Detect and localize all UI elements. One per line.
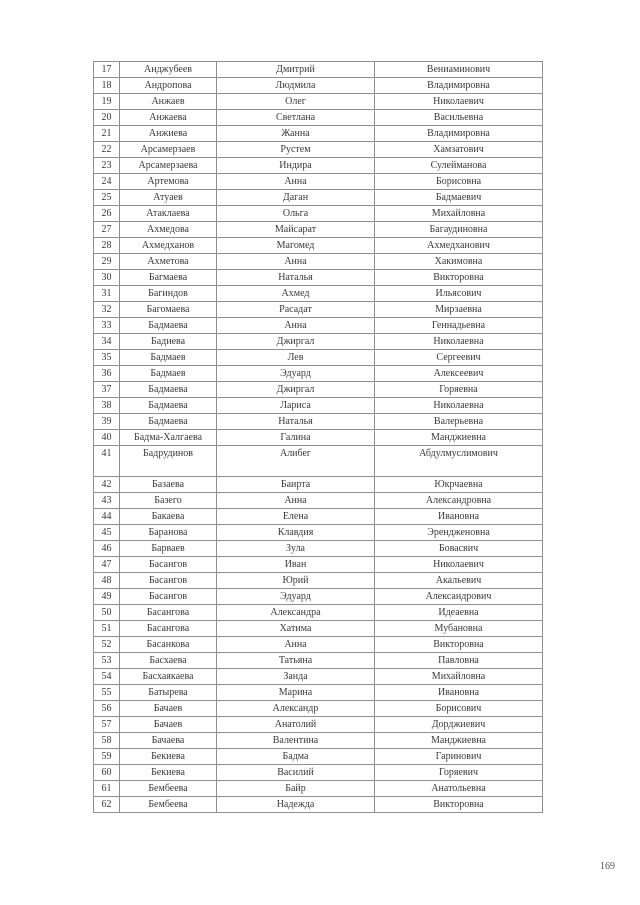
last-name-cell: Атаклаева [120,206,217,222]
row-number-cell: 57 [94,717,120,733]
row-number-cell: 44 [94,509,120,525]
patronymic-cell: Гаринович [375,749,543,765]
first-name-cell: Индира [217,158,375,174]
row-number-cell: 17 [94,62,120,78]
last-name-cell: Бачаев [120,701,217,717]
first-name-cell: Анна [217,318,375,334]
patronymic-cell: Хакимовна [375,254,543,270]
row-number-cell: 56 [94,701,120,717]
table-row [94,206,543,222]
last-name-cell: Барваев [120,541,217,557]
row-number-cell: 55 [94,685,120,701]
row-number-cell: 28 [94,238,120,254]
row-number-cell: 49 [94,589,120,605]
patronymic-cell: Михайловна [375,669,543,685]
first-name-cell: Александр [217,701,375,717]
table-row [94,110,543,126]
last-name-cell: Бадрудинов [120,446,217,477]
table-row [94,573,543,589]
last-name-cell: Арсамерзаева [120,158,217,174]
table-row [94,701,543,717]
row-number-cell: 26 [94,206,120,222]
patronymic-cell: Бадмаевич [375,190,543,206]
patronymic-cell: Николаевна [375,398,543,414]
row-number-cell: 47 [94,557,120,573]
patronymic-cell: Горяевич [375,765,543,781]
first-name-cell: Наталья [217,414,375,430]
table-row [94,717,543,733]
first-name-cell: Иван [217,557,375,573]
table-row [94,238,543,254]
row-number-cell: 62 [94,797,120,813]
last-name-cell: Басанкова [120,637,217,653]
first-name-cell: Василий [217,765,375,781]
table-row [94,589,543,605]
last-name-cell: Арсамерзаев [120,142,217,158]
table-row [94,605,543,621]
table-row [94,254,543,270]
patronymic-cell: Николаевич [375,557,543,573]
table-row [94,669,543,685]
patronymic-cell: Михайловна [375,206,543,222]
last-name-cell: Атуаев [120,190,217,206]
last-name-cell: Басхаякаева [120,669,217,685]
last-name-cell: Бадмаева [120,318,217,334]
patronymic-cell: Бовасвич [375,541,543,557]
first-name-cell: Бадма [217,749,375,765]
first-name-cell: Зула [217,541,375,557]
table-row [94,94,543,110]
last-name-cell: Бачаева [120,733,217,749]
table-row [94,493,543,509]
last-name-cell: Бачаев [120,717,217,733]
first-name-cell: Рустем [217,142,375,158]
patronymic-cell: Ильясович [375,286,543,302]
first-name-cell: Эдуард [217,366,375,382]
row-number-cell: 32 [94,302,120,318]
first-name-cell: Юрий [217,573,375,589]
table-row [94,398,543,414]
table-row [94,509,543,525]
first-name-cell: Магомед [217,238,375,254]
table-row [94,190,543,206]
first-name-cell: Олег [217,94,375,110]
patronymic-cell: Дорджиевич [375,717,543,733]
first-name-cell: Валентина [217,733,375,749]
first-name-cell: Эдуард [217,589,375,605]
table-row [94,621,543,637]
table-row [94,653,543,669]
row-number-cell: 34 [94,334,120,350]
last-name-cell: Басангов [120,589,217,605]
last-name-cell: Бадмаев [120,350,217,366]
patronymic-cell: Идеаевна [375,605,543,621]
patronymic-cell: Хамзатович [375,142,543,158]
patronymic-cell: Сергеевич [375,350,543,366]
first-name-cell: Анна [217,493,375,509]
patronymic-cell: Мирзаевна [375,302,543,318]
table-row [94,781,543,797]
row-number-cell: 60 [94,765,120,781]
first-name-cell: Хатима [217,621,375,637]
table-row [94,382,543,398]
row-number-cell: 21 [94,126,120,142]
last-name-cell: Бадмаев [120,366,217,382]
first-name-cell: Алибег [217,446,375,477]
table-row [94,477,543,493]
patronymic-cell: Владимировна [375,126,543,142]
first-name-cell: Наталья [217,270,375,286]
row-number-cell: 30 [94,270,120,286]
last-name-cell: Бакаева [120,509,217,525]
patronymic-cell: Геннадьевна [375,318,543,334]
last-name-cell: Бембеева [120,797,217,813]
table-row [94,541,543,557]
last-name-cell: Бекиева [120,765,217,781]
patronymic-cell: Алексеевич [375,366,543,382]
first-name-cell: Лев [217,350,375,366]
row-number-cell: 31 [94,286,120,302]
patronymic-cell: Павловна [375,653,543,669]
first-name-cell: Людмила [217,78,375,94]
row-number-cell: 53 [94,653,120,669]
patronymic-cell: Владимировна [375,78,543,94]
last-name-cell: Ахмедова [120,222,217,238]
table-row [94,749,543,765]
table-row [94,302,543,318]
first-name-cell: Даган [217,190,375,206]
table-row [94,334,543,350]
last-name-cell: Артемова [120,174,217,190]
last-name-cell: Базаева [120,477,217,493]
last-name-cell: Басангова [120,605,217,621]
first-name-cell: Лариса [217,398,375,414]
patronymic-cell: Валерьевна [375,414,543,430]
first-name-cell: Анатолий [217,717,375,733]
last-name-cell: Бадмаева [120,414,217,430]
last-name-cell: Бекиева [120,749,217,765]
last-name-cell: Багиндов [120,286,217,302]
patronymic-cell: Борисовна [375,174,543,190]
patronymic-cell: Вениаминович [375,62,543,78]
first-name-cell: Анна [217,174,375,190]
row-number-cell: 25 [94,190,120,206]
patronymic-cell: Манджиевна [375,430,543,446]
table-row [94,286,543,302]
first-name-cell: Светлана [217,110,375,126]
patronymic-cell: Ивановна [375,685,543,701]
table-row [94,685,543,701]
patronymic-cell: Ивановна [375,509,543,525]
first-name-cell: Майсарат [217,222,375,238]
patronymic-cell: Александровна [375,493,543,509]
row-number-cell: 19 [94,94,120,110]
patronymic-cell: Викторовна [375,637,543,653]
row-number-cell: 29 [94,254,120,270]
first-name-cell: Ахмед [217,286,375,302]
first-name-cell: Елена [217,509,375,525]
table-row [94,318,543,334]
last-name-cell: Анжиева [120,126,217,142]
last-name-cell: Бембеева [120,781,217,797]
last-name-cell: Баранова [120,525,217,541]
last-name-cell: Анджубеев [120,62,217,78]
patronymic-cell: Викторовна [375,797,543,813]
row-number-cell: 23 [94,158,120,174]
patronymic-cell: Багаудиновна [375,222,543,238]
first-name-cell: Клавдия [217,525,375,541]
row-number-cell: 18 [94,78,120,94]
first-name-cell: Марина [217,685,375,701]
table-row [94,350,543,366]
row-number-cell: 50 [94,605,120,621]
row-number-cell: 24 [94,174,120,190]
table-row [94,158,543,174]
patronymic-cell: Борисович [375,701,543,717]
last-name-cell: Багомаева [120,302,217,318]
row-number-cell: 35 [94,350,120,366]
last-name-cell: Басхаева [120,653,217,669]
table-row [94,557,543,573]
patronymic-cell: Александрович [375,589,543,605]
table-row [94,733,543,749]
row-number-cell: 40 [94,430,120,446]
table-row [94,126,543,142]
last-name-cell: Бадма-Халгаева [120,430,217,446]
table-row [94,270,543,286]
table-row [94,222,543,238]
first-name-cell: Занда [217,669,375,685]
patronymic-cell: Анатольевна [375,781,543,797]
page-number: 169 [600,861,615,872]
patronymic-cell: Горяевна [375,382,543,398]
last-name-cell: Ахмедханов [120,238,217,254]
patronymic-cell: Абдулмуслимович [375,446,543,477]
last-name-cell: Анжаев [120,94,217,110]
table-row [94,142,543,158]
row-number-cell: 33 [94,318,120,334]
row-number-cell: 54 [94,669,120,685]
first-name-cell: Байр [217,781,375,797]
row-number-cell: 20 [94,110,120,126]
row-number-cell: 58 [94,733,120,749]
first-name-cell: Татьяна [217,653,375,669]
first-name-cell: Александра [217,605,375,621]
first-name-cell: Баирта [217,477,375,493]
row-number-cell: 41 [94,446,120,477]
last-name-cell: Батырева [120,685,217,701]
row-number-cell: 42 [94,477,120,493]
last-name-cell: Бадмаева [120,398,217,414]
patronymic-cell: Эрендженовна [375,525,543,541]
first-name-cell: Анна [217,254,375,270]
row-number-cell: 52 [94,637,120,653]
table-row [94,525,543,541]
patronymic-cell: Юкрчаевна [375,477,543,493]
patronymic-cell: Викторовна [375,270,543,286]
row-number-cell: 39 [94,414,120,430]
name-list-table [93,61,543,813]
row-number-cell: 46 [94,541,120,557]
patronymic-cell: Николаевич [375,94,543,110]
row-number-cell: 51 [94,621,120,637]
last-name-cell: Басангов [120,557,217,573]
row-number-cell: 27 [94,222,120,238]
row-number-cell: 45 [94,525,120,541]
patronymic-cell: Ахмедханович [375,238,543,254]
last-name-cell: Басангова [120,621,217,637]
patronymic-cell: Сулейманова [375,158,543,174]
first-name-cell: Джиргал [217,334,375,350]
first-name-cell: Жанна [217,126,375,142]
row-number-cell: 48 [94,573,120,589]
last-name-cell: Бадмаева [120,382,217,398]
table-row [94,414,543,430]
last-name-cell: Багмаева [120,270,217,286]
table-row [94,366,543,382]
table-row [94,430,543,446]
table-row [94,174,543,190]
row-number-cell: 37 [94,382,120,398]
table-row [94,637,543,653]
table-row [94,78,543,94]
row-number-cell: 22 [94,142,120,158]
last-name-cell: Анжаева [120,110,217,126]
patronymic-cell: Васильевна [375,110,543,126]
row-number-cell: 38 [94,398,120,414]
last-name-cell: Ахметова [120,254,217,270]
row-number-cell: 43 [94,493,120,509]
last-name-cell: Базего [120,493,217,509]
row-number-cell: 36 [94,366,120,382]
table-row [94,446,543,477]
name-list-body [94,62,543,813]
last-name-cell: Бадиева [120,334,217,350]
patronymic-cell: Манджиевна [375,733,543,749]
table-row [94,62,543,78]
last-name-cell: Андропова [120,78,217,94]
first-name-cell: Дмитрий [217,62,375,78]
patronymic-cell: Николаевна [375,334,543,350]
patronymic-cell: Акальевич [375,573,543,589]
first-name-cell: Расадат [217,302,375,318]
row-number-cell: 59 [94,749,120,765]
table-row [94,765,543,781]
first-name-cell: Анна [217,637,375,653]
table-row [94,797,543,813]
last-name-cell: Басангов [120,573,217,589]
first-name-cell: Ольга [217,206,375,222]
patronymic-cell: Мубановна [375,621,543,637]
first-name-cell: Джиргал [217,382,375,398]
first-name-cell: Галина [217,430,375,446]
first-name-cell: Надежда [217,797,375,813]
row-number-cell: 61 [94,781,120,797]
